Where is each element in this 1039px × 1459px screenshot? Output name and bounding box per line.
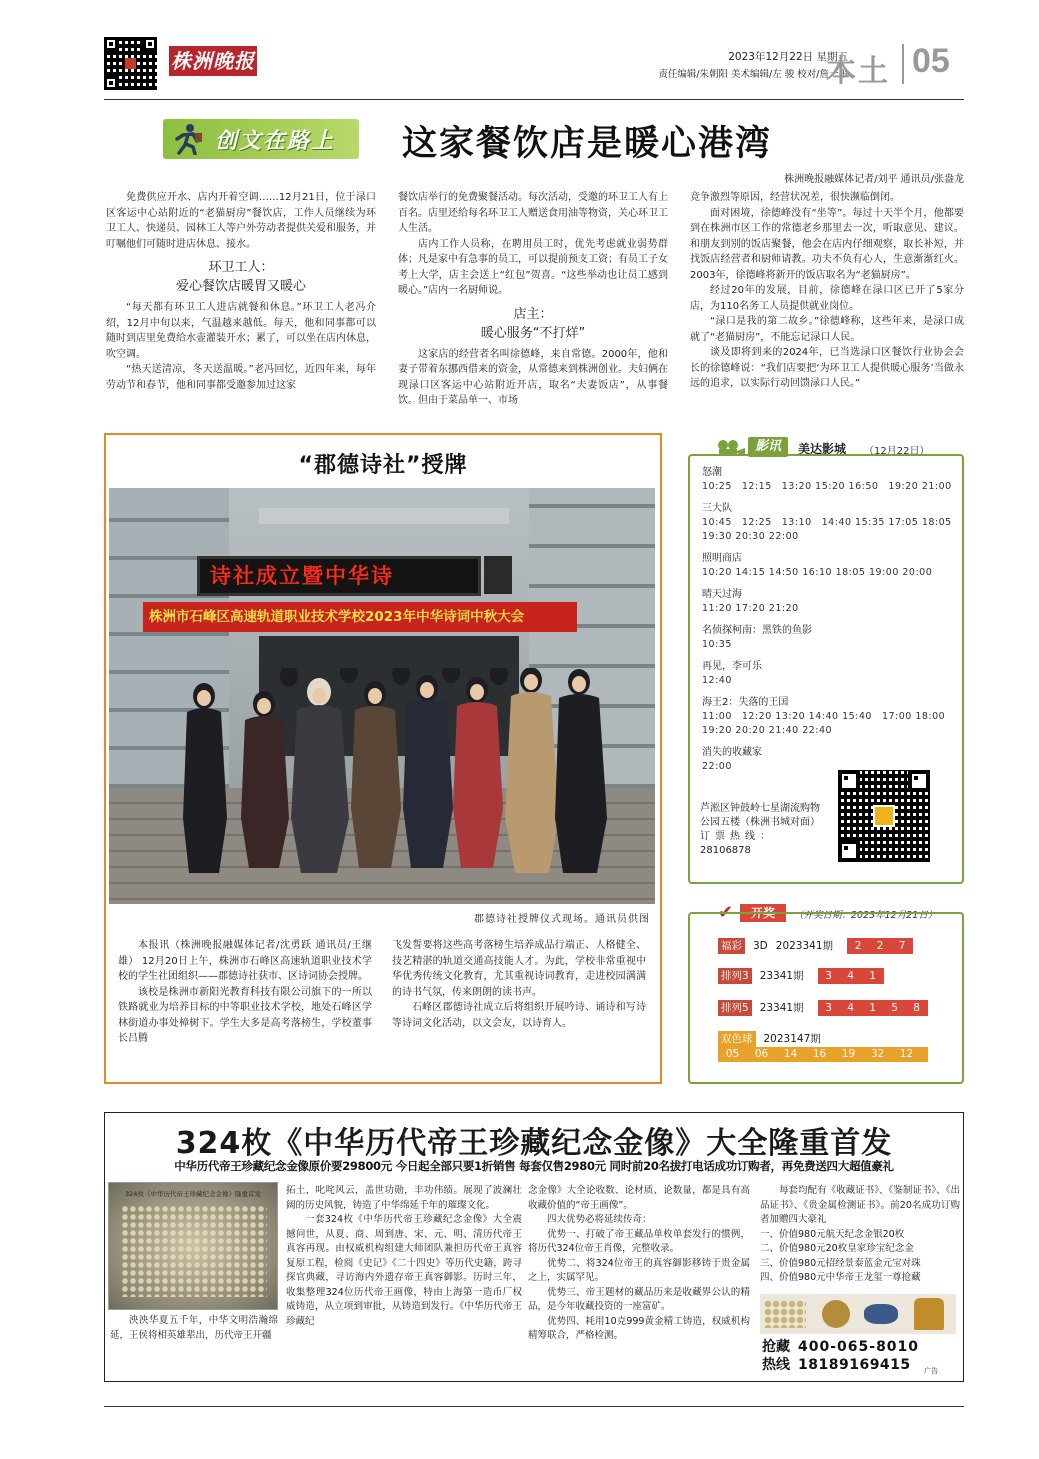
hotline-number[interactable]: 18189169415: [798, 1357, 911, 1373]
led-sign-text: 诗社成立暨中华诗: [210, 564, 394, 588]
subhead: 暖心服务“不打烊”: [480, 325, 586, 341]
paragraph: 优势四、耗用10克999黄金精工铸造，权威机构精筹联合，严格检测。: [528, 1315, 750, 1341]
film-title: 海王2：失落的王国: [702, 697, 789, 708]
lottery-label: 开奖: [740, 904, 786, 922]
ball: 3: [825, 1002, 832, 1014]
hotline-number[interactable]: 28106878: [700, 845, 751, 856]
paragraph: 该校是株洲市新阳光教育科技有限公司旗下的一所以铁路就业为培养目标的中等职业技术学校，地处石峰区学林街道办事处樟树下。学生大多是高考落榜生，学校董事长吕腾: [118, 986, 372, 1044]
checkmark-icon: ✔: [718, 902, 734, 923]
gift-item: 二、价值980元20枚皇家珍宝纪念金: [760, 1243, 914, 1254]
film-list: [702, 466, 960, 774]
film-title: 照明商店: [702, 553, 742, 564]
film-title: 再见，李可乐: [702, 661, 762, 672]
ball: 5: [891, 1002, 898, 1014]
ad-col1: [110, 1314, 278, 1343]
paragraph: 免费供应开水、店内开着空调……12月21日，位于渌口区客运中心站附近的“老猫厨房”餐饮店，工作人员继续为环卫工人、快递员、园林工人等户外劳动者提供关爱和服务，并叮嘱他们可随时进店休息、接水。: [106, 192, 376, 250]
ssq-numbers: [718, 1047, 928, 1062]
story1-headline: 这家餐饮店是暖心港湾: [402, 123, 773, 164]
paragraph: 店内工作人员称，在聘用员工时，优先考虑就业弱势群体；凡是家中有急事的员工，可以提前预支工资；有员工子女考上大学，店主会送上“红包”贺喜。“这些举动也让员工感到暖心。”店内一名厨师说。: [398, 238, 668, 296]
lottery-name: 排列3: [718, 968, 752, 984]
banner-text: 株洲市石峰区高速轨道职业技术学校2023年中华诗词中秋大会: [149, 609, 525, 625]
qr-logo-icon: [125, 58, 136, 69]
paragraph: 优势三、帝王题材的藏品历来是收藏界公认的精品，是今年收藏投资的一座富矿。: [528, 1286, 750, 1312]
ball: 16: [812, 1048, 827, 1060]
address-text: 芦淞区钟鼓岭七星湖流购物公园五楼（株洲书城对面）: [700, 803, 820, 828]
film-times: 11:20 17:20 21:20: [702, 603, 799, 614]
film-title: 消失的收藏家: [702, 747, 762, 758]
paragraph: 每套均配有《收藏证书》、《鉴制证书》、《出品证书》、《贵金属检测证书》。前20名成功订购者加赠四大豪礼: [760, 1185, 960, 1225]
hotline-label: 抢藏: [762, 1339, 790, 1355]
ball: 14: [783, 1048, 798, 1060]
ingot-icon: [864, 1304, 898, 1324]
film-times: 10:25 12:15 13:20 15:20 16:50 19:20 21:00: [702, 481, 952, 492]
ad-image-title: 324枚《中华历代帝王珍藏纪念金像》隆重首发: [125, 1190, 261, 1198]
film-times: 19:20 20:20 21:40 22:40: [702, 725, 833, 736]
film-times: 10:45 12:25 13:10 14:40 15:35 17:05 18:05: [702, 517, 952, 528]
hotline-number[interactable]: 400-065-8010: [798, 1339, 920, 1355]
gift-item: 三、价值980元招经景泰蓝金元宝对珠: [760, 1257, 921, 1269]
paragraph: 餐饮店举行的免费聚餐活动。每次活动，受邀的环卫工人有上百名。店里还给每名环卫工人赠送食用油等物资，关心环卫工人生活。: [398, 192, 668, 234]
column-tag-banner: [163, 119, 359, 159]
photo-caption: 郡德诗社授牌仪式现场。通讯员供图: [474, 914, 650, 925]
masthead-rule: [104, 99, 964, 100]
ball: 4: [847, 970, 854, 982]
paragraph: 这家店的经营者名叫徐德峰，来自常德。2000年，他和妻子带着东挪西借来的资金，从常德来到株洲创业。夫妇俩在现渌口区客运中心站附近开店，取名“夫妻饭店”，从事餐饮。但由于菜品单一、市场: [398, 348, 668, 406]
ball: 4: [847, 1002, 854, 1014]
ball: 06: [754, 1048, 769, 1060]
story1-col2: [398, 190, 668, 409]
lottery-date: （开奖日期：2023年12月21日）: [794, 910, 938, 921]
ball: 32: [870, 1048, 885, 1060]
lottery-period: 23341期: [759, 970, 804, 982]
lottery-numbers: [818, 968, 884, 984]
lottery-row: [718, 968, 884, 984]
ball: 1: [869, 970, 876, 982]
story2-col2: [392, 938, 646, 1031]
ball: 7: [898, 940, 906, 952]
paper-logo: 株洲晚报: [169, 46, 257, 76]
paragraph: 一套324枚《中华历代帝王珍藏纪念金像》大全震撼问世，从夏、商、周到唐、宋、元、明、清历代帝王真容再现。由权威机构组建大师团队兼担历代帝王真容复原工程，检阅《史记》《二十四史》等历代史籍，跨寻探官典藏，寻访海内外遗存帝王真容御影。历时三年，收集整理324位历代帝王画像，特由上海第一造币厂权威铸造，从立项到审批，从铸造到发行。《中华历代帝王珍藏纪: [286, 1214, 522, 1327]
group-of-people: [169, 668, 609, 878]
cinema-qr-code[interactable]: [838, 770, 930, 862]
ad-col3: [528, 1184, 750, 1344]
lottery-period: 23341期: [759, 1002, 804, 1014]
paragraph: 优势一、打破了帝王藏品单枚单套发行的惯例，将历代324位帝王肖像，完整收录。: [528, 1228, 750, 1254]
ad-headline: 324枚《中华历代帝王珍藏纪念金像》大全隆重首发: [175, 1126, 893, 1161]
gift-images: [760, 1294, 956, 1334]
cinema-label: 影讯: [748, 437, 788, 457]
cinema-name: 美达影城: [798, 442, 847, 456]
paragraph: 念金像》大全论收数、论材质、论数量，都是具有高收藏价值的“帝王画像”。: [528, 1185, 750, 1211]
paragraph: 竞争激烈等原因，经营状况差，很快濒临倒闭。: [690, 192, 900, 203]
section-name: 本土: [826, 54, 890, 89]
ad-col4: [760, 1184, 960, 1286]
film-times: 12:40: [702, 675, 732, 686]
ad-subhead: 中华历代帝王珍藏纪念金像原价要29800元 今日起全部只要1折销售 每套仅售2980元 同时前20名拔打电话成功订购者，再免费送四大超值豪礼: [174, 1159, 894, 1173]
paragraph: 谈及即将到来的2024年，已当选渌口区餐饮行业协会会长的徐德峰说：“我们店要把‘为环卫工人提供暖心服务’当做永远的追求，以实际行动回馈渌口人民。”: [690, 347, 964, 389]
paragraph: 经过20年的发展，目前，徐德峰在渌口区已开了5家分店，为110名务工人员提供就业岗位。: [690, 285, 964, 312]
editors-line: 责任编辑/朱朝阳 美术编辑/左 骏 校对/詹一平: [658, 69, 848, 80]
film-times: 10:20 14:15 14:50 16:10 18:05 19:00 20:00: [702, 567, 933, 578]
ball: 2: [854, 940, 862, 952]
gift-item: 一、价值980元航天纪念金银20枚: [760, 1228, 905, 1240]
ball: 8: [913, 1002, 920, 1014]
section-divider: [902, 44, 904, 84]
cinema-address: [700, 802, 820, 858]
footer-rule: [104, 1406, 964, 1407]
subhead: 环卫工人：: [208, 260, 274, 275]
film-title: 三大队: [702, 503, 732, 514]
paragraph: “渌口是我的第二故乡。”徐德峰称，这些年来，是渌口成就了“老猫厨房”，不能忘记渌口人民。: [690, 316, 964, 343]
paragraph: 面对困境，徐德峰没有“坐等”。每过十天半个月，他都要到在株洲市区工作的常德老乡那里去一次，听取意见、建议。和朋友到别的饭店聚餐，他会在店内仔细观察，取长补短，并找饭店经营者和厨师请教。功夫不负有心人，生意渐渐红火。2003年，徐德峰将新开的饭店取名为“老猫厨房”。: [690, 207, 964, 281]
paragraph: 四大优势必将延续传奇：: [547, 1214, 652, 1225]
cinema-date: （12月22日）: [864, 446, 930, 457]
ad-mark: 广告: [924, 1367, 938, 1375]
lottery-name: 双色球: [718, 1031, 756, 1047]
film-title: 名侦探柯南：黑铁的鱼影: [702, 625, 812, 636]
masthead-qr-code[interactable]: [104, 37, 157, 90]
seal-icon: [914, 1298, 944, 1330]
hotline-label: 订票热线：: [700, 831, 775, 842]
issue-date: 2023年12月22日 星期五: [728, 51, 848, 63]
film-times: 22:00: [702, 761, 732, 772]
coin-grid: [121, 1205, 267, 1297]
ad-product-image: [108, 1182, 278, 1310]
paragraph: “热天送清凉，冬天送温暖。”老冯回忆，近四年来，每年劳动节和春节，他和同事都受邀参加过这家: [106, 364, 376, 391]
lottery-row-ssq: [718, 1031, 821, 1047]
story1-byline: 株洲晚报融媒体记者/刘平 通讯员/张盎龙: [784, 174, 964, 185]
film-times: 19:30 20:30 22:00: [702, 531, 799, 542]
story2-col1: [118, 938, 372, 1047]
ball: 05: [725, 1048, 740, 1060]
subhead: 爱心餐饮店暖胃又暖心: [175, 279, 306, 294]
paragraph: “每天都有环卫工人进店就餐和休息。”环卫工人老冯介绍，12月中旬以来，气温越来越低。每天，他和同事都可以随时到店里免费给水壶灌装开水；累了，可以坐在店内休息，吹空调。: [106, 302, 376, 360]
film-title: 晴天过海: [702, 589, 742, 600]
story1-col1: [106, 190, 376, 393]
ad-col2: [286, 1184, 522, 1329]
lottery-game: 3D: [753, 940, 768, 952]
paragraph: 泱泱华夏五千年，中华文明浩瀚绵延，王侯将相英雄辈出，历代帝王开疆: [110, 1315, 278, 1341]
paragraph: 优势二、将324位帝王的真容御影移铸于贵金属之上，实属罕见。: [528, 1257, 750, 1283]
column-tag-text: 创文在路上: [215, 129, 336, 154]
gift-item: 四、价值980元中华帝王龙玺一尊抢藏: [760, 1272, 921, 1283]
ball: 19: [841, 1048, 856, 1060]
film-title: 怒潮: [702, 467, 722, 478]
hotline-label: 热线: [762, 1357, 790, 1373]
ball: 1: [869, 1002, 876, 1014]
led-sign: [197, 556, 481, 596]
medal-icon: [822, 1300, 850, 1328]
runner-icon: [171, 123, 205, 155]
cinema-logo-icon: [873, 805, 895, 827]
lottery-row: [718, 938, 913, 954]
banner: [143, 602, 577, 632]
story2-headline: “郡德诗社”授牌: [298, 453, 468, 478]
subhead: 店主：: [513, 306, 553, 322]
paragraph: 拓土，叱咤风云，盖世功勋，丰功伟绩。展现了波澜壮阔的历史风貌，铸造了中华绵延千年的璀璨文化。: [286, 1185, 522, 1211]
lottery-row: [718, 1000, 928, 1016]
paragraph: 飞发誓要将这些高考落榜生培养成品行端正、人格健全、技艺精湛的轨道交通高技能人才。为此，学校非常重视中华优秀传统文化教育，尤其重视诗词教育，走进校园满满的诗书气氛，传来朗朗的读书声。: [392, 940, 646, 998]
ball: 12: [899, 1048, 914, 1060]
lottery-numbers: [847, 938, 913, 954]
paragraph: 石峰区郡德诗社成立后将组织开展吟诗、诵诗和写诗等诗词文化活动，以文会友，以诗育人。: [392, 1002, 646, 1029]
ball: 3: [825, 970, 832, 982]
lottery-name: 排列5: [718, 1000, 752, 1016]
lottery-period: 2023341期: [775, 940, 834, 952]
ball: 2: [876, 940, 884, 952]
ceremony-photo: [109, 488, 655, 904]
film-times: 11:00 12:20 13:20 14:40 15:40 17:00 18:00: [702, 711, 946, 722]
lottery-numbers: [818, 1000, 928, 1016]
page-number: 05: [912, 42, 950, 80]
story1-col3: [690, 190, 964, 392]
paragraph: 本报讯（株洲晚报融媒体记者/沈勇跃 通讯员/王继雄） 12月20日上午，株洲市石峰区高速轨道职业技术学校的学生社团组织——郡德诗社获市、区诗词协会授牌。: [118, 940, 372, 982]
coin-set-icon: [764, 1300, 806, 1328]
lottery-name: 福彩: [718, 938, 745, 954]
film-times: 10:35: [702, 639, 732, 650]
lottery-period: 2023147期: [763, 1033, 821, 1045]
